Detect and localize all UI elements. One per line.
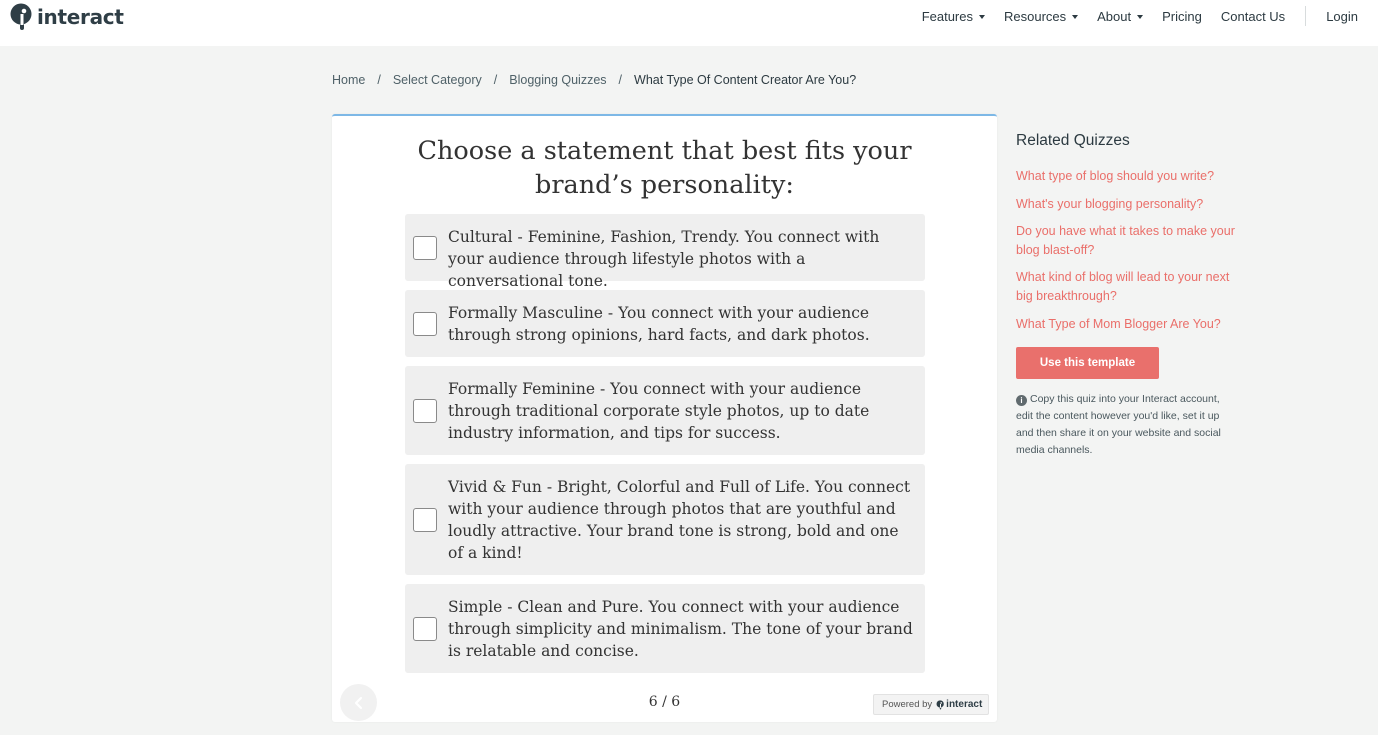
- nav-pricing-label: Pricing: [1162, 8, 1202, 24]
- logo-text: interact: [37, 5, 124, 29]
- interact-logo[interactable]: [9, 2, 124, 32]
- breadcrumb-home[interactable]: Home: [332, 73, 366, 87]
- breadcrumb-separator: /: [493, 73, 498, 87]
- answer-option[interactable]: [405, 464, 925, 575]
- use-template-button[interactable]: Use this template: [1016, 347, 1159, 379]
- main-nav: [922, 0, 1378, 32]
- interact-logo-icon: [9, 3, 35, 31]
- breadcrumb-blogging-quizzes[interactable]: Blogging Quizzes: [509, 73, 607, 87]
- nav-features[interactable]: [922, 9, 985, 24]
- breadcrumb-select-category[interactable]: Select Category: [392, 73, 482, 87]
- breadcrumb-separator: /: [377, 73, 381, 87]
- answer-option[interactable]: [405, 290, 925, 357]
- info-icon: i: [1016, 395, 1027, 406]
- nav-features-label: Features: [921, 8, 973, 24]
- quiz-card: [332, 114, 997, 722]
- sidebar-title: Related Quizzes: [1016, 132, 1130, 149]
- progress-counter: 6 / 6: [648, 694, 681, 710]
- chevron-down-icon: [1137, 15, 1143, 19]
- related-quiz-link[interactable]: What kind of blog will lead to your next big breakthrough?: [1016, 270, 1230, 303]
- nav-resources-label: Resources: [1004, 8, 1067, 24]
- powered-by-label: Powered by: [882, 699, 933, 710]
- checkbox-icon[interactable]: [413, 399, 437, 423]
- template-info-text: Copy this quiz into your Interact account, edit the content however you'd like, set it up and then share it on your website and social media channels.: [1016, 393, 1221, 456]
- breadcrumb-current: What Type Of Content Creator Are You?: [634, 73, 857, 87]
- answer-option[interactable]: [405, 214, 925, 290]
- powered-by-logo-text: interact: [946, 699, 983, 710]
- nav-pricing[interactable]: [1162, 9, 1202, 24]
- related-quiz-link[interactable]: What's your blogging personality?: [1016, 197, 1204, 211]
- nav-contact[interactable]: [1221, 9, 1285, 24]
- template-info: [1016, 391, 1221, 459]
- powered-by-badge[interactable]: [873, 694, 989, 715]
- chevron-down-icon: [979, 15, 985, 19]
- breadcrumb-separator: /: [618, 73, 623, 87]
- related-quiz-link[interactable]: What type of blog should you write?: [1016, 169, 1215, 183]
- checkbox-icon[interactable]: [413, 508, 437, 532]
- chevron-down-icon: [1072, 15, 1078, 19]
- question-title: Choose a statement that best fits your brand’s personality:: [417, 136, 912, 200]
- related-quiz-link[interactable]: Do you have what it takes to make your blog blast-off?: [1016, 224, 1235, 257]
- answer-option[interactable]: [405, 584, 925, 673]
- nav-contact-label: Contact Us: [1220, 8, 1286, 24]
- answer-option-text: Formally Feminine - You connect with your audience through traditional corporate style photos, up to date industry information, and tips for success.: [448, 380, 870, 442]
- nav-divider: [1305, 6, 1306, 26]
- answer-option-text: Simple - Clean and Pure. You connect with your audience through simplicity and minimalism. The tone of your brand is relatable and concise.: [448, 598, 913, 660]
- answer-option-text: Formally Masculine - You connect with your audience through strong opinions, hard facts, and dark photos.: [448, 304, 870, 344]
- powered-by-logo: [936, 699, 982, 710]
- nav-about[interactable]: [1097, 9, 1143, 24]
- answer-option-text: Vivid & Fun - Bright, Colorful and Full of Life. You connect with your audience through photos that are youthful and loudly attractive. Your brand tone is strong, bold and one of a kind!: [448, 478, 911, 562]
- interact-logo-icon: [936, 700, 945, 710]
- checkbox-icon[interactable]: [413, 236, 437, 260]
- breadcrumb: [332, 73, 856, 87]
- arrow-left-icon: [352, 696, 366, 710]
- checkbox-icon[interactable]: [413, 617, 437, 641]
- nav-about-label: About: [1097, 8, 1132, 24]
- nav-resources[interactable]: [1004, 9, 1078, 24]
- answer-option-text: Cultural - Feminine, Fashion, Trendy. You connect with your audience through lifestyle photos with a conversational tone.: [448, 228, 880, 290]
- checkbox-icon[interactable]: [413, 312, 437, 336]
- login-link[interactable]: Login: [1326, 8, 1358, 24]
- back-button[interactable]: [340, 684, 377, 721]
- top-navbar: [0, 0, 1378, 46]
- related-quiz-link[interactable]: What Type of Mom Blogger Are You?: [1016, 317, 1221, 331]
- answer-option[interactable]: [405, 366, 925, 455]
